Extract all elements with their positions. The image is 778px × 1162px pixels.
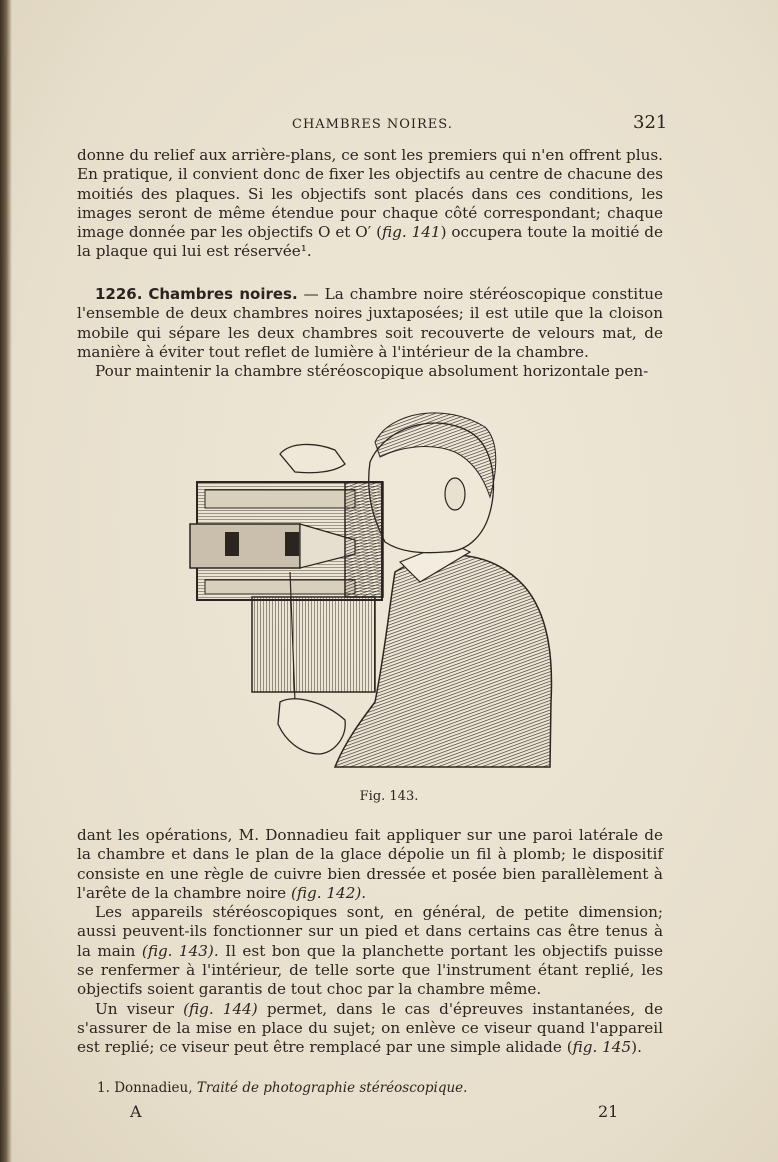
stereo-camera-illustration [185,402,560,777]
signature-mark: A [130,1102,142,1121]
figure-reference: fig. 145 [572,1038,632,1057]
section-title: Chambres noires. [148,285,298,303]
lower-hand [278,699,345,754]
footnote-author: Donnadieu, [114,1080,193,1096]
paragraph-relief [77,146,663,262]
figure-reference: (fig. 143). [141,941,219,960]
running-title: CHAMBRES NOIRES. [292,117,453,132]
ear [445,478,465,510]
paragraph-text: — La chambre noire stéréoscopique constitue l'ensemble de deux chambres noires juxtaposées; il est utile que la cloison mobile qui sépare les deux chambres soit recouverte de velours mat, de manière à éviter tout reflet de lumière à l'intérieur de la chambre. [77,285,663,361]
paragraph-text: permet, dans le cas d'épreuves instantanées, de s'assurer de la mise en place du sujet; on enlève ce viseur quand l'appareil est replié; ce viseur peut être remplacé par une simple alidade ( [77,999,663,1057]
sheet-number: 21 [598,1102,619,1121]
footnote [97,1080,467,1096]
upper-hand [280,444,345,472]
paragraph-text: ) occupera toute la moitié de la plaque qui lui est réservée¹. [77,223,663,261]
footnote-number: 1. [97,1080,110,1096]
paragraph-text: donne du relief aux arrière-plans, ce sont les premiers qui n'en offrent plus. En pratique, il convient donc de fixer les objectifs au centre de chacune des moitiés des plaques. Si les objectifs sont placés dans ces conditions, les images seront de même étendue pour chaque côté correspondant; chaque image donnée par les objectifs O et O′ ( [77,146,663,242]
paragraph-text: Un viseur [95,999,184,1018]
paragraph-text: ). [631,1038,642,1057]
footnote-work-title: Traité de photographie stéréoscopique. [196,1080,468,1096]
continued-text [77,826,663,1058]
page-number: 321 [633,112,668,133]
paragraph-text: Il est bon que la planchette portant les objectifs puisse se renfermer à l'intérieur, de telle sorte que l'instrument étant replié, les objectifs soient garantis de tout choc par la chambre même. [77,941,663,999]
camera-back [345,482,383,597]
figure-caption: Fig. 143. [359,789,419,804]
camera-lower-box [252,597,375,692]
page-header [0,112,778,136]
figure-reference: (fig. 142). [290,883,367,902]
figure-reference: (fig. 144) [183,999,258,1018]
lens-board [190,524,300,568]
paragraph-text: dant les opérations, M. Donnadieu fait appliquer sur une paroi latérale de la chambre et dans le plan de la glace dépolie un fil à plomb; le dispositif consiste en une règle de cuivre bien dressée et posée bien parallèlement à l'arête de la chambre noire [77,826,663,902]
paragraph-text: Pour maintenir la chambre stéréoscopique absolument horizontale pen- [95,362,649,381]
section-number: 1226. [95,285,143,303]
figure-reference: fig. 141 [382,223,441,242]
section-chambres-noires [77,285,663,381]
paragraph-text: Les appareils stéréoscopiques sont, en général, de petite dimension; aussi peuvent-ils fonctionner sur un pied et dans certains cas être tenus à la main [77,903,663,960]
binding-edge [0,0,12,1162]
